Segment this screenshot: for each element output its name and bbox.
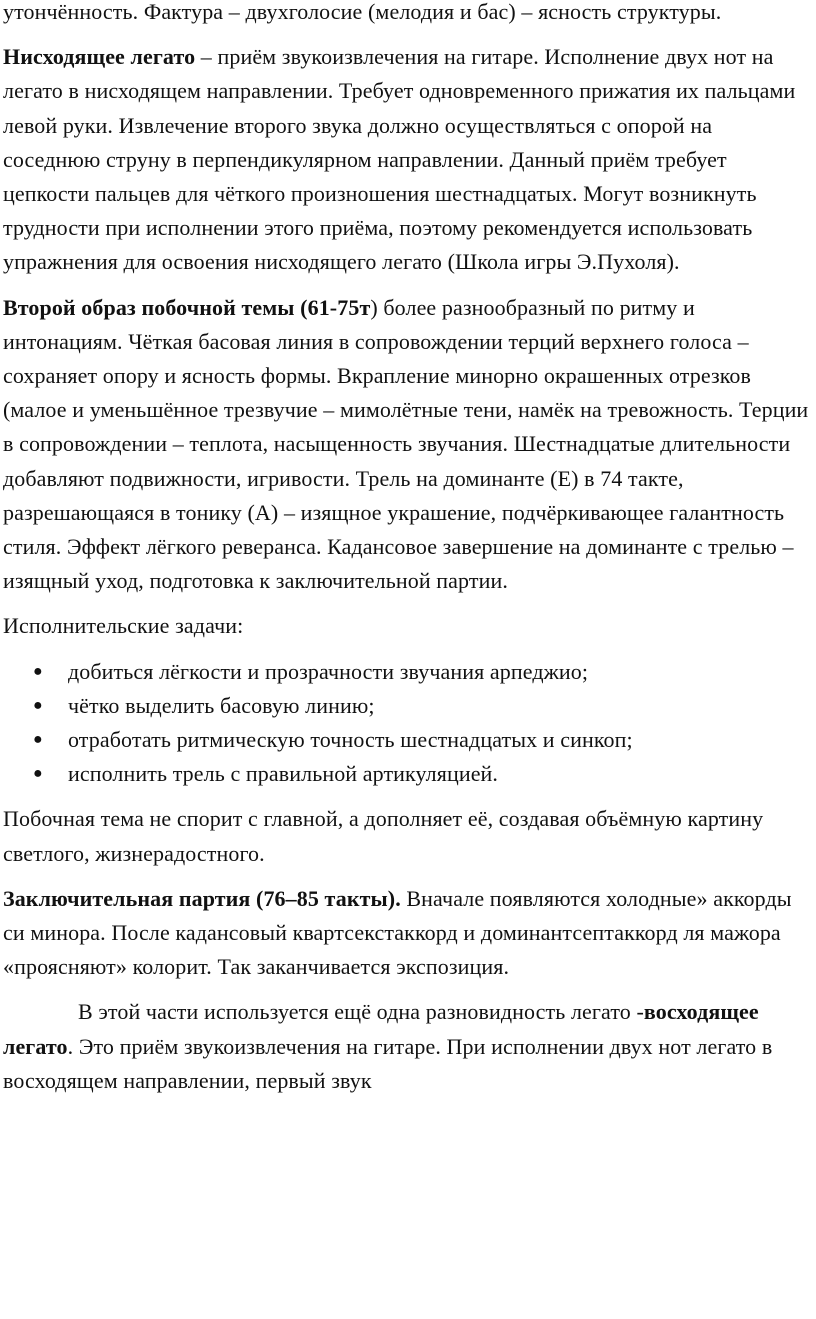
paragraph-texture: утончённость. Фактура – двухголосие (мелодия и бас) – ясность структуры. [3, 0, 722, 24]
performance-tasks-list [3, 655, 812, 792]
paragraph-closing-section [3, 882, 812, 985]
list-item [3, 689, 812, 723]
paragraph-ascending-legato-intro: В этой части используется ещё одна разновидность легато - [78, 999, 644, 1025]
paragraph-second-image [3, 291, 812, 599]
term-ascending-legato: восходящее легато [3, 999, 759, 1059]
paragraph-closing-section-text: Вначале появляются холодные» аккорды си минора. После кадансовый квартсекстаккорд и доминантсептаккорд ля мажора «проясняют» колорит. Так заканчивается экспозиция. [3, 885, 792, 980]
list-item-text: добиться лёгкости и прозрачности звучания арпеджио; [68, 658, 589, 684]
list-item [3, 723, 812, 757]
list-item-text: исполнить трель с правильной артикуляцией. [68, 761, 499, 787]
bullet-icon: ● [33, 662, 43, 680]
bullet-icon: ● [33, 696, 43, 714]
paragraph-performance-tasks-heading: Исполнительские задачи: [3, 613, 244, 639]
paragraph-ascending-legato-text: . Это приём звукоизвлечения на гитаре. При исполнении двух нот легато в восходящем направлении, первый звук [3, 1033, 773, 1093]
heading-second-image: Второй образ побочной темы (61-75т [3, 294, 371, 320]
heading-closing-section: Заключительная партия (76–85 такты). [3, 885, 401, 911]
bullet-icon: ● [33, 731, 43, 749]
paragraph-secondary-theme: Побочная тема не спорит с главной, а дополняет её, создавая объёмную картину светлого, жизнерадостного. [3, 806, 764, 866]
list-item-text: чётко выделить басовую линию; [68, 692, 375, 718]
list-item [3, 655, 812, 689]
paragraph-descending-legato-text: – приём звукоизвлечения на гитаре. Исполнение двух нот на легато в нисходящем направлении. Требует одновременного прижатия их пальцами левой руки. Извлечение второго звука должно осуществляться с опорой на соседнюю струну в перпендикулярном направлении. Данный приём требует цепкости пальцев для чёткого произношения шестнадцатых. Могут возникнуть трудности при исполнении этого приёма, поэтому рекомендуется использовать упражнения для освоения нисходящего легато (Школа игры Э.Пухоля). [3, 44, 796, 275]
list-item-text: отработать ритмическую точность шестнадцатых и синкоп; [68, 727, 633, 753]
paragraph-second-image-text: ) более разнообразный по ритму и интонациям. Чёткая басовая линия в сопровождении терций верхнего голоса – сохраняет опору и ясность формы. Вкрапление минорно окрашенных отрезков (малое и уменьшённое трезвучие – мимолётные тени, намёк на тревожность. Терции в сопровождении – теплота, насыщенность звучания. Шестнадцатые длительности добавляют подвижности, игривости. Трель на доминанте (E) в 74 такте, разрешающаяся в тонику (A) – изящное украшение, подчёркивающее галантность стиля. Эффект лёгкого реверанса. Кадансовое завершение на доминанте с трелью – изящный уход, подготовка к заключительной партии. [3, 294, 809, 594]
paragraph-descending-legato [3, 40, 812, 279]
paragraph-ascending-legato [3, 995, 812, 1098]
bullet-icon: ● [33, 765, 43, 783]
term-descending-legato: Нисходящее легато [3, 44, 196, 70]
list-item [3, 757, 812, 791]
